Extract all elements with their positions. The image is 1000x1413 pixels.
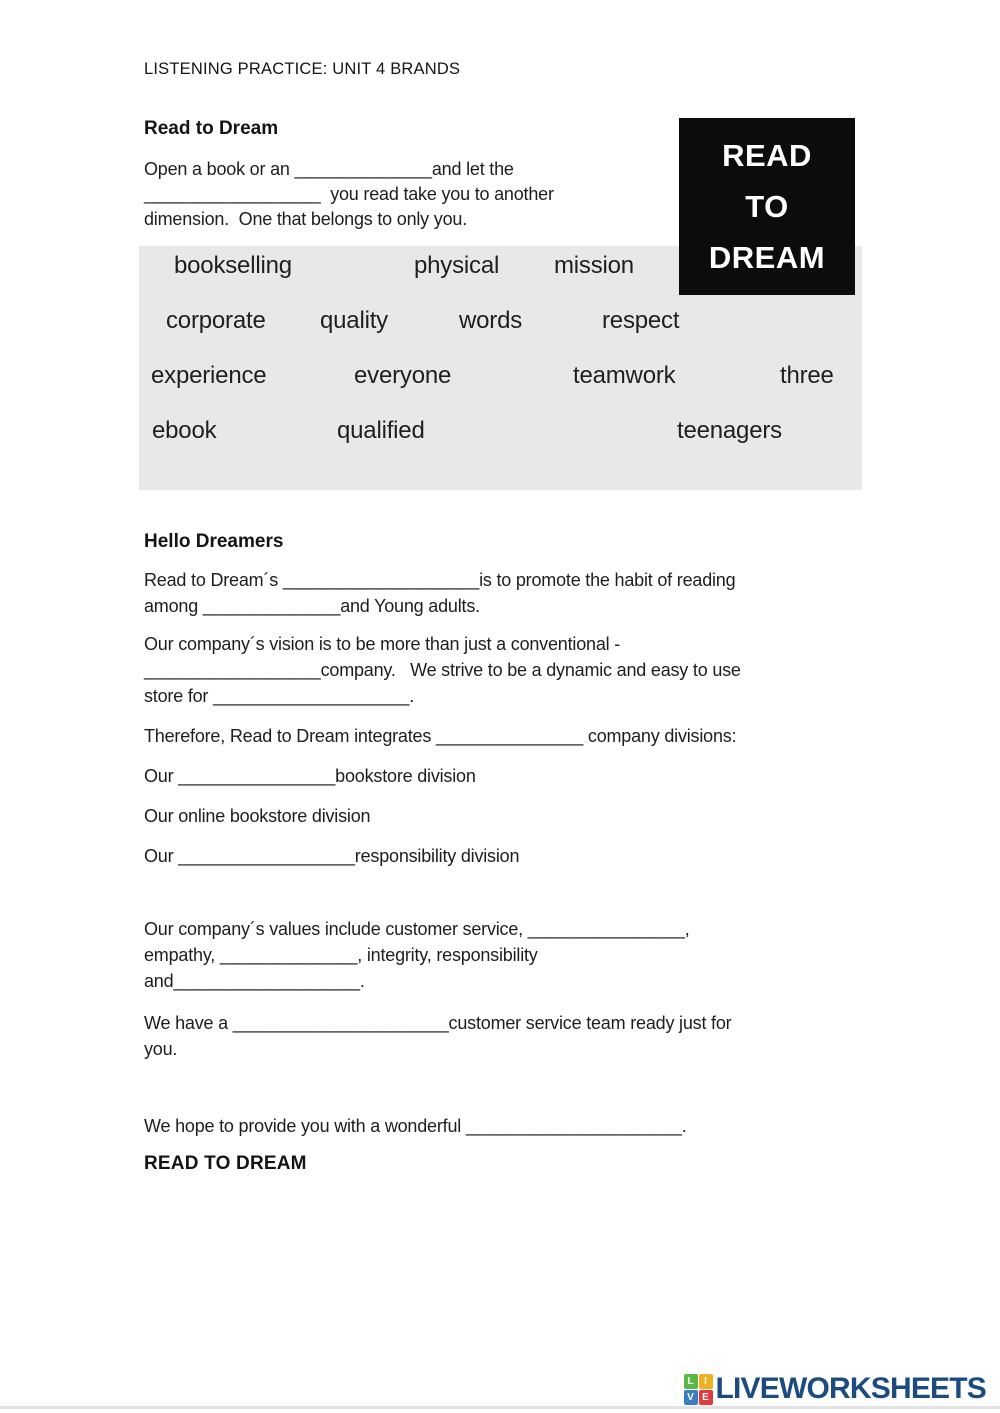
word-bank-word: bookselling — [174, 252, 292, 279]
paragraph — [144, 723, 736, 749]
paragraph — [144, 843, 519, 869]
paragraph-line-with-blank: We hope to provide you with a wonderful ______________________. — [144, 1116, 687, 1136]
paragraph-line-with-blank: Our ________________bookstore division — [144, 766, 476, 786]
paragraph — [144, 763, 476, 789]
paragraph-line: Our online bookstore division — [144, 806, 371, 826]
paragraph — [144, 916, 690, 994]
word-bank-word: everyone — [354, 362, 452, 389]
tile-letter: V — [684, 1390, 698, 1405]
intro-line-with-blank: __________________ you read take you to another — [144, 184, 554, 204]
intro-paragraph — [144, 157, 554, 232]
word-bank-word: experience — [151, 362, 267, 389]
word-bank-word: respect — [602, 307, 680, 334]
word-bank-word: quality — [320, 307, 388, 334]
liveworksheets-wordmark: LIVEWORKSHEETS — [715, 1372, 986, 1405]
paragraph — [144, 1113, 687, 1139]
body-title: Hello Dreamers — [144, 531, 284, 552]
closing-signature: READ TO DREAM — [144, 1153, 307, 1174]
paragraph-line-with-blank: Our company´s values include customer service, ________________, — [144, 919, 690, 939]
paragraph-line-with-blank: among ______________and Young adults. — [144, 596, 480, 616]
paragraph — [144, 803, 370, 829]
word-bank-word: teamwork — [573, 362, 676, 389]
logo-line: TO — [745, 189, 789, 224]
worksheet-header: LISTENING PRACTICE: UNIT 4 BRANDS — [144, 60, 461, 78]
word-bank-word: corporate — [166, 307, 266, 334]
word-bank-word: teenagers — [677, 417, 782, 444]
logo-line: READ — [722, 138, 812, 173]
logo-line: DREAM — [708, 240, 826, 275]
word-bank-word: qualified — [337, 417, 425, 444]
paragraph-line-with-blank: Therefore, Read to Dream integrates _______________ company divisions: — [144, 726, 737, 746]
intro-line: dimension. One that belongs to only you. — [144, 209, 468, 229]
paragraph-line-with-blank: We have a ______________________customer service team ready just for — [144, 1013, 732, 1033]
tile-letter: E — [699, 1390, 713, 1405]
paragraph-line-with-blank: store for ____________________. — [144, 686, 415, 706]
paragraph — [144, 567, 735, 619]
word-bank-word: words — [459, 307, 523, 334]
paragraph-line: you. — [144, 1039, 178, 1059]
liveworksheets-tiles-icon — [684, 1374, 713, 1405]
paragraph-line-with-blank: and___________________. — [144, 971, 365, 991]
word-bank-word: ebook — [152, 417, 217, 444]
paragraph — [144, 1010, 731, 1062]
tile-letter: I — [699, 1374, 713, 1389]
liveworksheets-logo[interactable] — [684, 1372, 987, 1406]
paragraph-line-with-blank: Our __________________responsibility division — [144, 846, 520, 866]
read-to-dream-logo — [679, 118, 855, 295]
paragraph-line-with-blank: __________________company. We strive to be a dynamic and easy to use — [144, 660, 741, 680]
paragraph-line-with-blank: Read to Dream´s ____________________is to promote the habit of reading — [144, 570, 736, 590]
word-bank-word: mission — [554, 252, 634, 279]
paragraph-line-with-blank: empathy, ______________, integrity, responsibility — [144, 945, 538, 965]
intro-title: Read to Dream — [144, 118, 279, 139]
word-bank-word: three — [780, 362, 834, 389]
word-bank-word: physical — [414, 252, 500, 279]
intro-line: Open a book or an ______________and let the — [144, 159, 514, 179]
paragraph-line: Our company´s vision is to be more than just a conventional - — [144, 634, 621, 654]
tile-letter: L — [684, 1374, 698, 1389]
paragraph — [144, 631, 741, 709]
page-bottom-edge — [0, 1406, 1000, 1409]
